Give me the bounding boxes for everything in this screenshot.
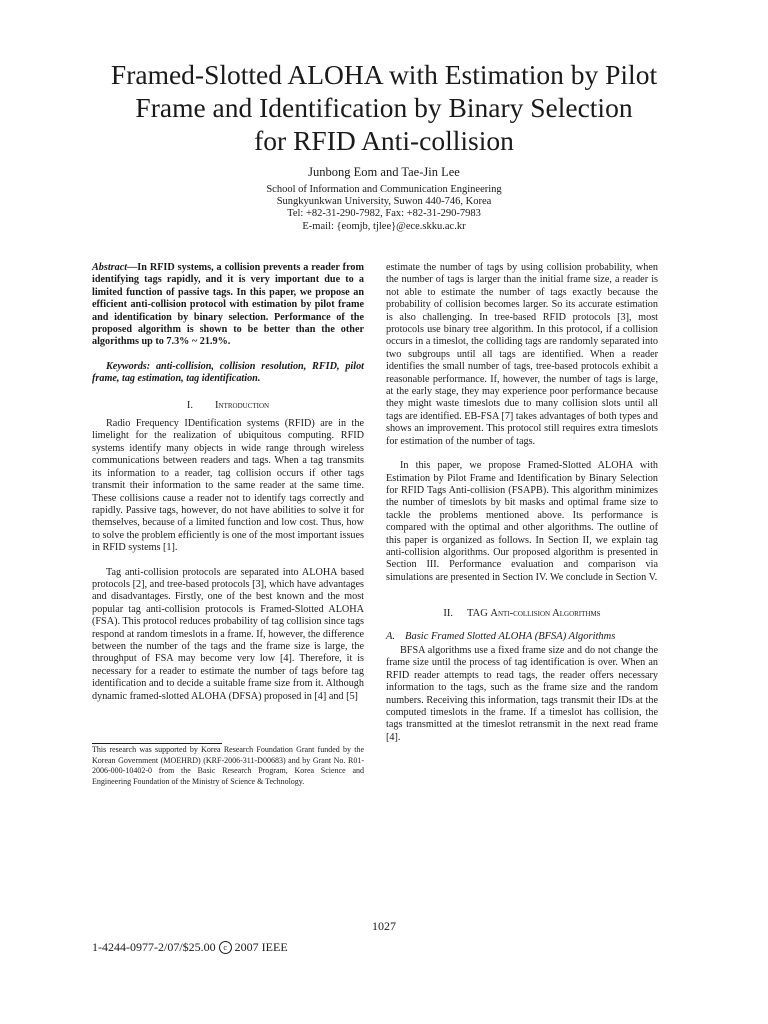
affiliation-school: School of Information and Communication Engineering — [266, 184, 502, 195]
section-2-title-first: TAG — [467, 608, 491, 620]
copyright-suffix: 2007 IEEE — [231, 940, 288, 954]
intro-paragraph-1: Radio Frequency IDentification systems (RFID) are in the limelight for the realization of ubiquitous computing. RFID systems identify many objects in wide range through wireless communications between readers and tags. When a tag transmits its information to a reader, tag collision occurs if other tags transmit their information to the same reader at the same time. These collisions cause a reader not to identify tags correctly and rapidly. Passive tags, however, do not have abilities to solve it for themselves, because of a limited function and low cost. Thus, how to solve the problem efficiently is one of the most important issues in RFID systems [1]. — [92, 418, 364, 554]
section-1-number: I. — [186, 399, 194, 411]
section-2-heading — [386, 608, 658, 620]
abstract-dash: — — [127, 262, 138, 273]
keywords — [92, 361, 364, 386]
abstract-label: Abstract — [92, 262, 128, 273]
left-column — [92, 262, 364, 703]
abstract-text: In RFID systems, a collision prevents a reader from identifying tags rapidly, and it is very important due to a limited function of passive tags. In this paper, we propose an efficient anti-collision protocol with estimation by pilot frame and identification by binary selection. Performance of the proposed algorithm is shown to be better than the other algorithms up to 7.3% ~ 21.9%. — [92, 262, 364, 348]
subsection-a-title: Basic Framed Slotted ALOHA (BFSA) Algorithms — [405, 630, 616, 642]
right-paragraph-2: In this paper, we propose Framed-Slotted ALOHA with Estimation by Pilot Frame and Identification by Binary Selection for RFID Tags Anti-collision (FSAPB). This algorithm minimizes the number of timeslots by bit masks and optimal frame size to tackle the problems mentioned above. Its performance is compared with the optimal and other algorithms. The outline of this paper is organized as follows. In Section II, we explain tag anti-collision algorithms. Our proposed algorithm is presented in Section III. Performance evaluation and comparison via simulations are presented in Section IV. We conclude in Section V. — [386, 460, 658, 583]
abstract — [92, 262, 364, 349]
footnote-divider — [92, 743, 222, 744]
title-line-3: for RFID Anti-collision — [254, 125, 514, 156]
footnote: This research was supported by Korea Research Foundation Grant funded by the Korean Government (MOEHRD) (KRF-2006-311-D00683) and by Grant No. R01-2006-000-10402-0 from the Basic Research Program, Korea Science and Engineering Foundation of the Ministry of Science & Technology. — [92, 745, 364, 786]
copyright-line — [92, 940, 288, 955]
right-paragraph-1: estimate the number of tags by using collision probability, when the number of tags is larger than the initial frame size, a reader is not able to estimate the number of tags exactly because the probability of collision becomes larger. So its accurate estimation is also challenging. In tree-based RFID protocols [3], most protocols use binary tree algorithm. In this protocol, if a collision occurs in a timeslot, the colliding tags are randomly separated into two subgroups until all tags are identified. When a reader identifies the small number of tags, tree-based protocols exhibit a reasonable performance. If, however, the number of tags is large, at the early stage, they may experience poor performance because they might waste timeslots due to many collision slots until all tags are identified. EB-FSA [7] takes advantages of both types and shows an improvement. This protocol still requires extra timeslots for estimation of the number of tags. — [386, 262, 658, 447]
keywords-label: Keywords: — [106, 360, 151, 372]
section-1-heading — [92, 400, 364, 412]
section-2-number: II. — [443, 608, 454, 620]
affiliation-block — [0, 184, 768, 233]
subsection-a-letter: A. — [386, 630, 396, 642]
subsection-a-heading — [386, 631, 658, 643]
keywords-text: anti-collision, collision resolution, RFID, pilot frame, tag estimation, tag identification. — [92, 360, 364, 385]
section-1-title: Introduction — [215, 399, 270, 411]
section-2-title-rest: Anti-collision Algorithms — [490, 608, 601, 620]
intro-paragraph-2: Tag anti-collision protocols are separated into ALOHA based protocols [2], and tree-based protocols [3], which have advantages and disadvantages. Firstly, one of the best known and the most popular tag anti-collision protocols is Framed-Slotted ALOHA (FSA). This protocol reduces probability of tag collision since tags respond at random timeslots in a frame. If, however, the difference between the number of the tags and the frame size is large, the throughput of FSA may become very low [4]. Therefore, it is necessary for a reader to estimate the number of tags before tag identification and to decide a suitable frame size from it. Although dynamic framed-slotted ALOHA (DFSA) proposed in [4] and [5] — [92, 566, 364, 702]
paper-title — [60, 58, 708, 157]
title-line-1: Framed-Slotted ALOHA with Estimation by Pilot — [110, 59, 658, 90]
title-line-2: Frame and Identification by Binary Selection — [135, 92, 633, 123]
author-names: Junbong Eom and Tae-Jin Lee — [308, 165, 460, 179]
copyright-symbol: c — [219, 941, 232, 954]
page-number: 1027 — [372, 919, 396, 933]
affiliation-email: E-mail: {eomjb, tjlee}@ece.skku.ac.kr — [302, 220, 466, 232]
bfsa-paragraph: BFSA algorithms use a fixed frame size and do not change the frame size until the process of tag identification is over. When an RFID reader attempts to read tags, the reader offers necessary information to the tags, such as the frame size and the random numbers. Receiving this information, tags transmit their IDs at the computed timeslots in the frame. If a timeslot has collision, the tags transmitted at the timeslot retransmit in the next read frame [4]. — [386, 644, 658, 743]
right-column — [386, 262, 658, 744]
copyright-prefix: 1-4244-0977-2/07/$25.00 — [92, 940, 219, 954]
affiliation-university: Sungkyunkwan University, Suwon 440-746, Korea — [276, 196, 492, 208]
affiliation-phone: Tel: +82-31-290-7982, Fax: +82-31-290-7983 — [287, 208, 481, 220]
